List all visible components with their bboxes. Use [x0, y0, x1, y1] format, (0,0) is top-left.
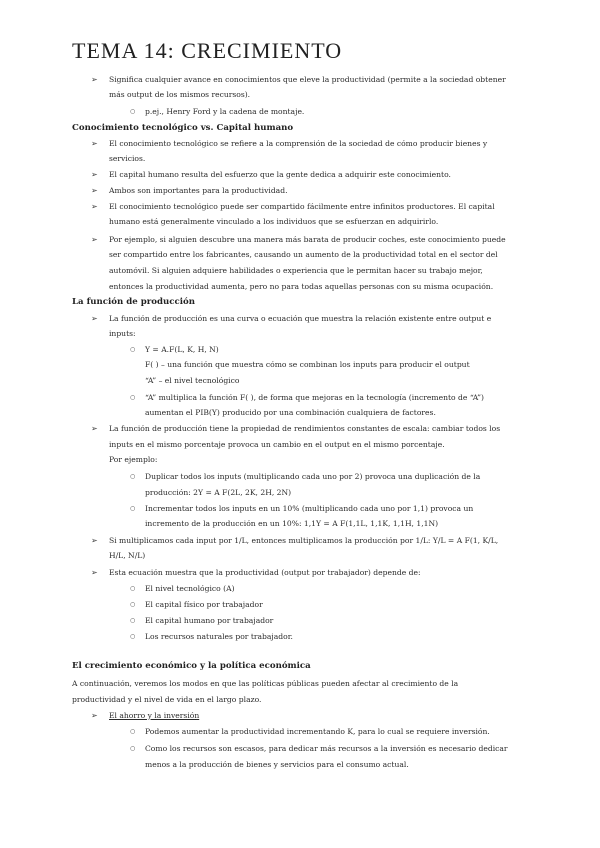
arrow-bullet-icon: ➢ — [91, 235, 98, 244]
arrow-bullet-icon: ➢ — [91, 568, 98, 577]
circle-bullet-icon: ○ — [130, 108, 136, 115]
text-line: Incrementar todos los inputs en un 10% (multiplicando cada uno por 1,1) provoca un — [145, 504, 474, 513]
circle-bullet-icon: ○ — [130, 728, 136, 735]
arrow-bullet-icon: ➢ — [91, 139, 98, 148]
text-line: servicios. — [109, 154, 146, 163]
text-line: incremento de la producción en un 10%: 1,1Y = A F(1,1L, 1,1K, 1,1H, 1,1N) — [145, 519, 439, 528]
text-line: El capital humano resulta del esfuerzo que la gente dedica a adquirir este conocimiento. — [109, 170, 451, 179]
text-line: El ahorro y la inversión — [109, 711, 200, 720]
circle-bullet-icon: ○ — [130, 601, 136, 608]
text-line: Por ejemplo: — [109, 455, 158, 464]
text-line: Significa cualquier avance en conocimientos que eleve la productividad (permite a la sociedad obtener — [109, 75, 506, 84]
arrow-bullet-icon: ➢ — [91, 202, 98, 211]
section-heading: El crecimiento económico y la política económica — [72, 661, 311, 671]
text-line: entonces la productividad aumenta, pero no para todas aquellas personas con su misma ocupación. — [109, 282, 494, 291]
text-line: H/L, N/L) — [109, 551, 146, 560]
text-line: inputs en el mismo porcentaje provoca un cambio en el output en el mismo porcentaje. — [109, 440, 445, 449]
text-line: Los recursos naturales por trabajador. — [145, 632, 293, 641]
arrow-bullet-icon: ➢ — [91, 186, 98, 195]
circle-bullet-icon: ○ — [130, 585, 136, 592]
text-line: Duplicar todos los inputs (multiplicando cada uno por 2) provoca una duplicación de la — [145, 472, 481, 481]
text-line: inputs: — [109, 329, 136, 338]
text-line: aumentan el PIB(Y) producido por una combinación cualquiera de factores. — [145, 408, 436, 417]
circle-bullet-icon: ○ — [130, 394, 136, 401]
circle-bullet-icon: ○ — [130, 745, 136, 752]
text-line: “A” – el nivel tecnológico — [145, 376, 240, 385]
page-title: TEMA 14: CRECIMIENTO — [72, 38, 343, 63]
section-heading: La función de producción — [72, 297, 195, 307]
circle-bullet-icon: ○ — [130, 633, 136, 640]
text-line: El capital humano por trabajador — [145, 616, 274, 625]
text-line: Esta ecuación muestra que la productividad (output por trabajador) depende de: — [109, 568, 421, 577]
text-line: ser compartido entre los fabricantes, causando un aumento de la productividad total en el sector del — [109, 250, 498, 259]
text-line: Por ejemplo, si alguien descubre una manera más barata de producir coches, este conocimiento puede — [109, 235, 506, 244]
text-line: A continuación, veremos los modos en que las políticas públicas pueden afectar al crecimiento de la — [72, 679, 459, 688]
arrow-bullet-icon: ➢ — [91, 170, 98, 179]
section-heading: Conocimiento tecnológico vs. Capital humano — [72, 123, 294, 133]
text-line: automóvil. Si alguien adquiere habilidades o experiencia que le permitan hacer su trabajo mejor, — [109, 266, 483, 275]
text-line: F( ) – una función que muestra cómo se combinan los inputs para producir el output — [145, 360, 470, 369]
text-line: Y = A.F(L, K, H, N) — [145, 345, 219, 354]
text-line: p.ej., Henry Ford y la cadena de montaje. — [145, 107, 305, 116]
arrow-bullet-icon: ➢ — [91, 711, 98, 720]
text-line: Si multiplicamos cada input por 1/L, entonces multiplicamos la producción por 1/L: Y/L = A F(1, K/L, — [109, 536, 499, 545]
circle-bullet-icon: ○ — [130, 473, 136, 480]
text-line: La función de producción tiene la propiedad de rendimientos constantes de escala: cambiar todos los — [109, 424, 501, 433]
arrow-bullet-icon: ➢ — [91, 424, 98, 433]
circle-bullet-icon: ○ — [130, 617, 136, 624]
text-line: menos a la producción de bienes y servicios para el consumo actual. — [145, 760, 409, 769]
text-line: humano está generalmente vinculado a los individuos que se esfuerzan en adquirirlo. — [109, 217, 439, 226]
text-line: El conocimiento tecnológico se refiere a la comprensión de la sociedad de cómo producir bienes y — [109, 139, 488, 148]
circle-bullet-icon: ○ — [130, 505, 136, 512]
text-line: más output de los mismos recursos). — [109, 90, 251, 99]
circle-bullet-icon: ○ — [130, 346, 136, 353]
text-line: Como los recursos son escasos, para dedicar más recursos a la inversión es necesario dedicar — [145, 744, 508, 753]
text-line: La función de producción es una curva o ecuación que muestra la relación existente entre output e — [109, 314, 492, 323]
text-line: El capital físico por trabajador — [145, 600, 263, 609]
text-line: “A” multiplica la función F( ), de forma que mejoras en la tecnología (incremento de “A”) — [145, 393, 484, 402]
text-line: productividad y el nivel de vida en el largo plazo. — [72, 695, 262, 704]
text-line: Ambos son importantes para la productividad. — [109, 186, 288, 195]
arrow-bullet-icon: ➢ — [91, 314, 98, 323]
arrow-bullet-icon: ➢ — [91, 536, 98, 545]
text-line: Podemos aumentar la productividad incrementando K, para lo cual se requiere inversión. — [145, 727, 490, 736]
text-line: El nivel tecnológico (A) — [145, 584, 235, 593]
arrow-bullet-icon: ➢ — [91, 75, 98, 84]
text-line: El conocimiento tecnológico puede ser compartido fácilmente entre infinitos productores. El capital — [109, 202, 495, 211]
text-line: producción: 2Y = A F(2L, 2K, 2H, 2N) — [145, 488, 292, 497]
